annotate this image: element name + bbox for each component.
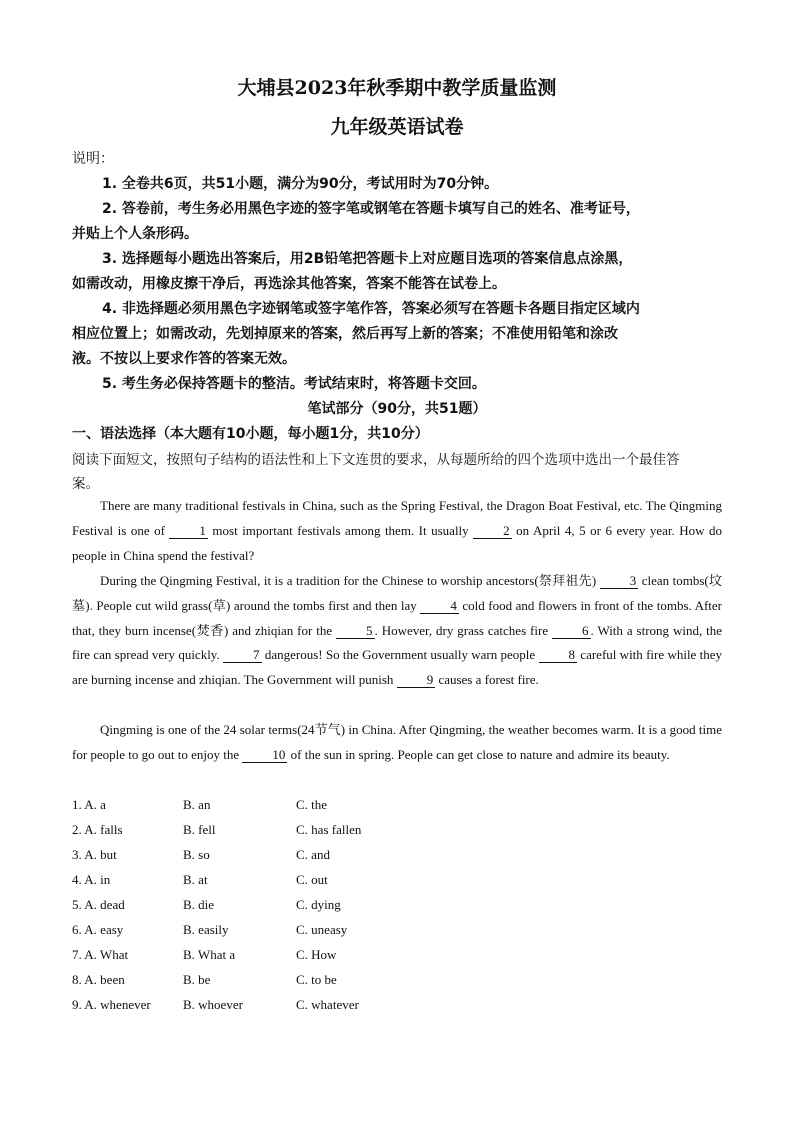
instruction-2-line1: 2. 答卷前，考生务必用黑色字迹的签字笔或钢笔在答题卡填写自己的姓名、准考证号，	[102, 201, 640, 217]
option-b: B. be	[183, 972, 211, 987]
passage-text: . However, dry grass catches fire	[374, 622, 553, 638]
directions-line2: 案。	[72, 476, 99, 492]
answer-blank-1: 1	[169, 524, 208, 539]
passage-text: careful with fire while they are burning incense and zhiqian. The Government will punish	[72, 647, 723, 688]
instruction-4-line2: 相应位置上；如需改动，先划掉原来的答案，然后再写上新的答案；不准使用铅笔和涂改	[72, 326, 618, 342]
option-c: C. whatever	[296, 997, 359, 1012]
exam-title: 大埔县2023年秋季期中教学质量监测	[237, 77, 557, 99]
option-b: B. an	[183, 797, 211, 812]
passage-text: dangerous! So the Government usually warn people	[261, 647, 539, 663]
instruction-2-line2: 并贴上个人条形码。	[72, 226, 198, 242]
passage-text: causes a forest fire.	[435, 672, 539, 688]
passage-text: clean tombs(坟墓). People cut wild grass(草) around the tombs first and then lay	[72, 573, 722, 613]
passage-text: . With a strong wind, the fire can spread very quickly.	[72, 622, 723, 663]
option-c: C. How	[296, 947, 337, 962]
option-a: 5. A. dead	[72, 897, 125, 912]
passage-text: of the sun in spring. People can get close to nature and admire its beauty.	[287, 746, 670, 762]
option-a: 2. A. falls	[72, 822, 123, 837]
answer-blank-10: 10	[242, 748, 287, 763]
option-c: C. and	[296, 847, 330, 862]
instruction-3-line1: 3. 选择题每小题选出答案后，用2B铅笔把答题卡上对应题目选项的答案信息点涂黑，	[102, 251, 633, 267]
option-a: 4. A. in	[72, 872, 111, 887]
option-a: 6. A. easy	[72, 922, 124, 937]
passage-paragraph-1	[72, 494, 722, 568]
option-a: 1. A. a	[72, 797, 106, 812]
instruction-4-line3: 液。不按以上要求作答的答案无效。	[72, 351, 296, 367]
option-b: B. fell	[183, 822, 216, 837]
option-a: 9. A. whenever	[72, 997, 151, 1012]
option-c: C. has fallen	[296, 822, 362, 837]
option-a: 7. A. What	[72, 947, 129, 962]
instructions-label: 说明：	[72, 151, 114, 167]
answer-blank-9: 9	[397, 673, 436, 688]
option-c: C. uneasy	[296, 922, 348, 937]
answer-blank-6: 6	[552, 624, 591, 639]
instruction-4-line1: 4. 非选择题必须用黑色字迹钢笔或签字笔作答，答案必须写在答题卡各题目指定区域内	[102, 301, 640, 317]
passage-paragraph-3	[72, 718, 722, 768]
written-part-heading: 笔试部分（90分，共51题）	[307, 401, 487, 417]
exam-subtitle: 九年级英语试卷	[330, 116, 464, 138]
option-c: C. dying	[296, 897, 341, 912]
answer-blank-5: 5	[336, 624, 375, 639]
directions-line1: 阅读下面短文，按照句子结构的语法性和上下文连贯的要求，从每题所给的四个选项中选出一个最佳答	[72, 452, 680, 468]
passage-text: During the Qingming Festival, it is a tradition for the Chinese to worship ancestors(祭拜祖先)	[100, 573, 600, 588]
answer-blank-3: 3	[600, 574, 639, 589]
option-b: B. at	[183, 872, 208, 887]
instruction-5: 5. 考生务必保持答题卡的整洁。考试结束时，将答题卡交回。	[102, 376, 486, 392]
passage-text: most important festivals among them. It usually	[207, 522, 474, 538]
option-a: 3. A. but	[72, 847, 117, 862]
passage-text: Qingming is one of the 24 solar terms(24节气) in China. After Qingming, the weather becomes warm. It is a good time for people to go out to enjoy the	[72, 722, 722, 762]
passage-paragraph-2	[72, 569, 722, 693]
answer-blank-7: 7	[223, 648, 262, 663]
option-b: B. die	[183, 897, 215, 912]
passage-text: There are many traditional festivals in China, such as the Spring Festival, the Dragon Boat Festival, etc. The Qingming Festival is one of	[72, 498, 722, 538]
option-b: B. so	[183, 847, 210, 862]
instruction-3-line2: 如需改动，用橡皮擦干净后，再选涂其他答案，答案不能答在试卷上。	[72, 276, 506, 292]
option-b: B. whoever	[183, 997, 243, 1012]
answer-blank-4: 4	[420, 599, 459, 614]
option-c: C. the	[296, 797, 328, 812]
answer-blank-2: 2	[473, 524, 512, 539]
answer-blank-8: 8	[539, 648, 578, 663]
passage-text: cold food and flowers in front of the tombs. After that, they burn incense(焚香) and zhiqian for the	[72, 597, 722, 638]
option-c: C. to be	[296, 972, 337, 987]
passage-text: on April 4, 5 or 6 every year. How do people in China spend the festival?	[72, 522, 722, 563]
option-c: C. out	[296, 872, 328, 887]
part1-title: 一、语法选择（本大题有10小题，每小题1分，共10分）	[72, 426, 429, 442]
option-b: B. What a	[183, 947, 236, 962]
option-a: 8. A. been	[72, 972, 125, 987]
instruction-1: 1. 全卷共6页，共51小题，满分为90分，考试用时为70分钟。	[102, 176, 499, 192]
option-b: B. easily	[183, 922, 229, 937]
